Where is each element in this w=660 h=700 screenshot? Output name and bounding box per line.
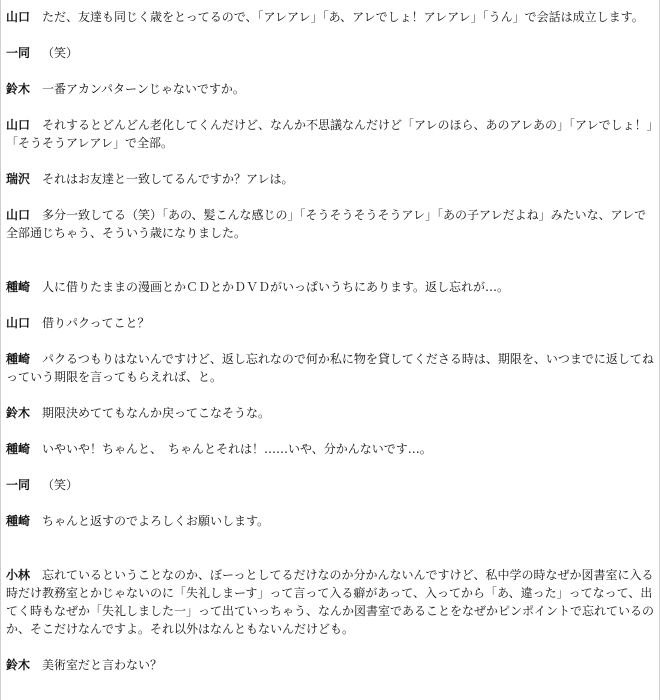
speech-text: それはお友達と一致してるんですか？アレは。 bbox=[42, 172, 294, 186]
speaker-name: 種崎 bbox=[6, 352, 31, 366]
speech-text: 一番アカンパターンじゃないですか。 bbox=[42, 82, 245, 96]
transcript-line bbox=[6, 350, 656, 386]
speech-text: パクるつもりはないんですけど、返し忘れなので何か私に物を貸してくださる時は、期限を、いつまでに返してねっていう期限を言ってもらえれば、と。 bbox=[6, 352, 654, 384]
speech-text: 美術室だと言わない？ bbox=[42, 658, 163, 672]
transcript-line bbox=[6, 8, 656, 26]
speaker-name: 種崎 bbox=[6, 442, 31, 456]
transcript-line bbox=[6, 44, 656, 62]
transcript-line bbox=[6, 314, 656, 332]
speaker-name: 山口 bbox=[6, 208, 31, 222]
speech-text: 人に借りたままの漫画とかＣＤとかＤＶＤがいっぱいうちにあります。返し忘れが…。 bbox=[42, 280, 510, 294]
speaker-name: 瑞沢 bbox=[6, 172, 31, 186]
transcript-line bbox=[6, 656, 656, 674]
transcript-line bbox=[6, 476, 656, 494]
speaker-name: 種崎 bbox=[6, 280, 31, 294]
speech-text: それするとどんどん老化してくんだけど、なんか不思議なんだけど「アレのほら、あのアレあの」「アレでしょ！」「そうそうアレアレ」で全部。 bbox=[6, 118, 653, 150]
speaker-name: 山口 bbox=[6, 118, 31, 132]
speech-text: （笑） bbox=[42, 478, 79, 492]
speaker-name: 鈴木 bbox=[6, 406, 31, 420]
transcript-line bbox=[6, 278, 656, 296]
speech-text: 多分一致してる（笑）「あの、髪こんな感じの」「そうそうそうそうアレ」「あの子アレだよね」みたいな、アレで全部通じちゃう、そういう歳になりました。 bbox=[6, 208, 647, 240]
transcript-line bbox=[6, 404, 656, 422]
transcript-line bbox=[6, 170, 656, 188]
transcript-line bbox=[6, 116, 656, 152]
speech-text: ただ、友達も同じく歳をとってるので、「アレアレ」「あ、アレでしょ！アレアレ」「うん」で会話は成立します。 bbox=[42, 10, 644, 24]
speech-text: （笑） bbox=[42, 46, 79, 60]
speaker-name: 小林 bbox=[6, 568, 31, 582]
speaker-name: 山口 bbox=[6, 10, 31, 24]
speech-text: ちゃんと返すのでよろしくお願いします。 bbox=[42, 514, 270, 528]
transcript-line bbox=[6, 566, 656, 638]
transcript-line bbox=[6, 80, 656, 98]
transcript-line bbox=[6, 512, 656, 530]
transcript-line bbox=[6, 206, 656, 242]
transcript-line bbox=[6, 440, 656, 458]
speech-text: 忘れているということなのか、ぼーっとしてるだけなのか分かんないんですけど、私中学の時なぜか図書室に入る時だけ教務室とかじゃないのに「失礼しまーす」って言って入る癖があって、入ってから「あ、違った」ってなって、出てく時もなぜか「失礼しました一」って出ていっちゃう、なんか図書室であることをなぜかピンポイントで忘れているのか、そこだけなんですよ。それ以外はなんともないんだけども。 bbox=[6, 568, 655, 636]
speaker-name: 山口 bbox=[6, 316, 31, 330]
speech-text: 期限決めててもなんか戻ってこなそうな。 bbox=[42, 406, 271, 420]
speaker-name: 鈴木 bbox=[6, 658, 31, 672]
speaker-name: 鈴木 bbox=[6, 82, 31, 96]
transcript bbox=[6, 8, 656, 692]
speaker-name: 一同 bbox=[6, 46, 31, 60]
speech-text: いやいや！ちゃんと、 ちゃんとそれは！……いや、分かんないです…。 bbox=[42, 442, 432, 456]
speaker-name: 種崎 bbox=[6, 514, 31, 528]
speaker-name: 一同 bbox=[6, 478, 31, 492]
speech-text: 借りパクってこと？ bbox=[42, 316, 150, 330]
